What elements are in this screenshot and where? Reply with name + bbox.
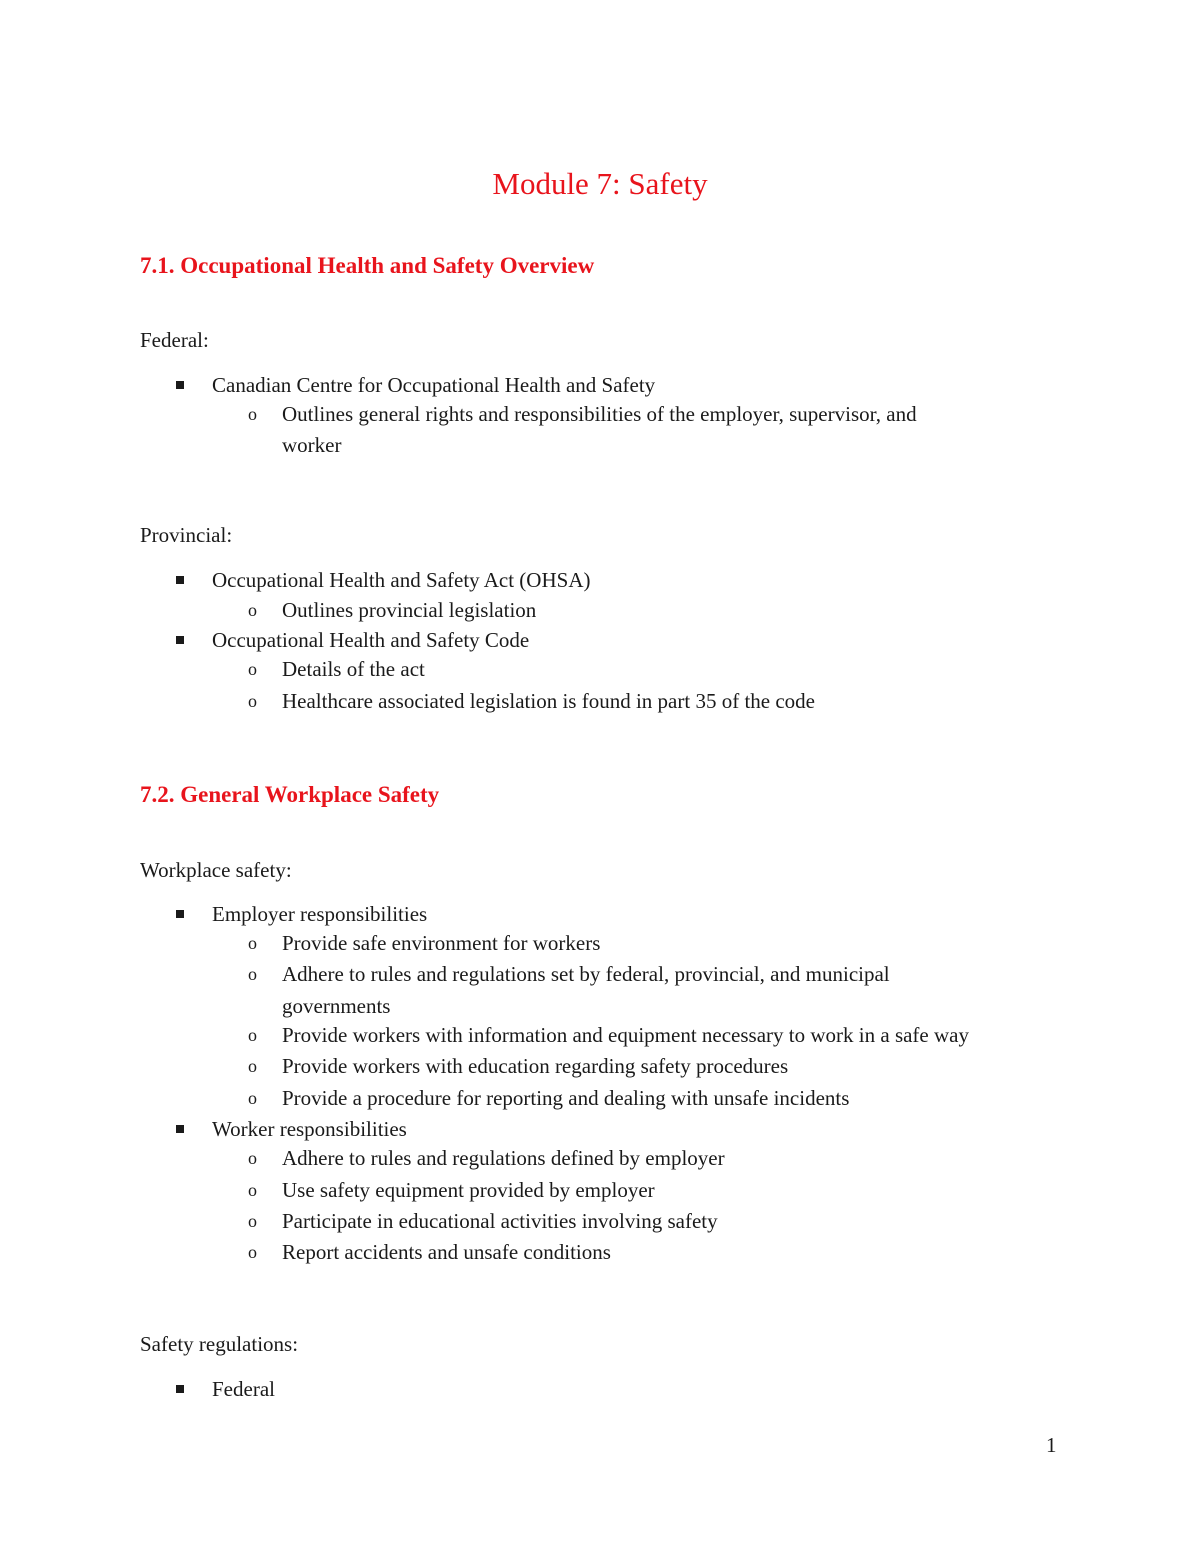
circle-bullet-icon: o xyxy=(248,600,257,620)
bullet-text: Occupational Health and Safety Act (OHSA) xyxy=(212,568,591,592)
section-heading-7-1: 7.1. Occupational Health and Safety Overview xyxy=(140,253,595,278)
square-bullet-icon xyxy=(176,1125,184,1133)
sub-item-text: Healthcare associated legislation is found in part 35 of the code xyxy=(282,689,815,713)
bullet-text: Worker responsibilities xyxy=(212,1117,407,1141)
document-title: Module 7: Safety xyxy=(492,166,708,201)
sub-item-continuation: governments xyxy=(282,994,391,1018)
sub-item-continuation: worker xyxy=(282,433,342,457)
circle-bullet-icon: o xyxy=(248,659,257,679)
sub-item-text: Outlines general rights and responsibilities of the employer, supervisor, and xyxy=(282,402,917,426)
square-bullet-icon xyxy=(176,636,184,644)
circle-bullet-icon: o xyxy=(248,933,257,953)
bullet-text: Federal xyxy=(212,1377,275,1401)
section-heading-7-2: 7.2. General Workplace Safety xyxy=(140,782,440,807)
circle-bullet-icon: o xyxy=(248,1025,257,1045)
square-bullet-icon xyxy=(176,576,184,584)
square-bullet-icon xyxy=(176,1385,184,1393)
square-bullet-icon xyxy=(176,910,184,918)
circle-bullet-icon: o xyxy=(248,1211,257,1231)
circle-bullet-icon: o xyxy=(248,1242,257,1262)
sub-item-text: Outlines provincial legislation xyxy=(282,598,537,622)
sub-item-text: Provide safe environment for workers xyxy=(282,931,601,955)
group-label-safety-regulations: Safety regulations: xyxy=(140,1332,299,1356)
circle-bullet-icon: o xyxy=(248,1180,257,1200)
bullet-text: Canadian Centre for Occupational Health and Safety xyxy=(212,373,656,397)
sub-item-text: Adhere to rules and regulations defined by employer xyxy=(282,1146,725,1170)
sub-item-text: Participate in educational activities involving safety xyxy=(282,1209,718,1233)
circle-bullet-icon: o xyxy=(248,1056,257,1076)
square-bullet-icon xyxy=(176,381,184,389)
sub-item-text: Provide workers with education regarding safety procedures xyxy=(282,1054,789,1078)
circle-bullet-icon: o xyxy=(248,1088,257,1108)
circle-bullet-icon: o xyxy=(248,964,257,984)
sub-item-text: Provide a procedure for reporting and dealing with unsafe incidents xyxy=(282,1086,850,1110)
group-label-workplace-safety: Workplace safety: xyxy=(140,858,292,882)
circle-bullet-icon: o xyxy=(248,691,257,711)
page-number: 1 xyxy=(1046,1433,1057,1457)
sub-item-text: Provide workers with information and equipment necessary to work in a safe way xyxy=(282,1023,969,1047)
group-label-provincial: Provincial: xyxy=(140,523,233,547)
sub-item-text: Adhere to rules and regulations set by federal, provincial, and municipal xyxy=(282,962,890,986)
sub-item-text: Use safety equipment provided by employer xyxy=(282,1178,655,1202)
circle-bullet-icon: o xyxy=(248,1148,257,1168)
sub-item-text: Details of the act xyxy=(282,657,425,681)
bullet-text: Employer responsibilities xyxy=(212,902,428,926)
sub-item-text: Report accidents and unsafe conditions xyxy=(282,1240,611,1264)
bullet-text: Occupational Health and Safety Code xyxy=(212,628,530,652)
group-label-federal: Federal: xyxy=(140,328,209,352)
circle-bullet-icon: o xyxy=(248,404,257,424)
